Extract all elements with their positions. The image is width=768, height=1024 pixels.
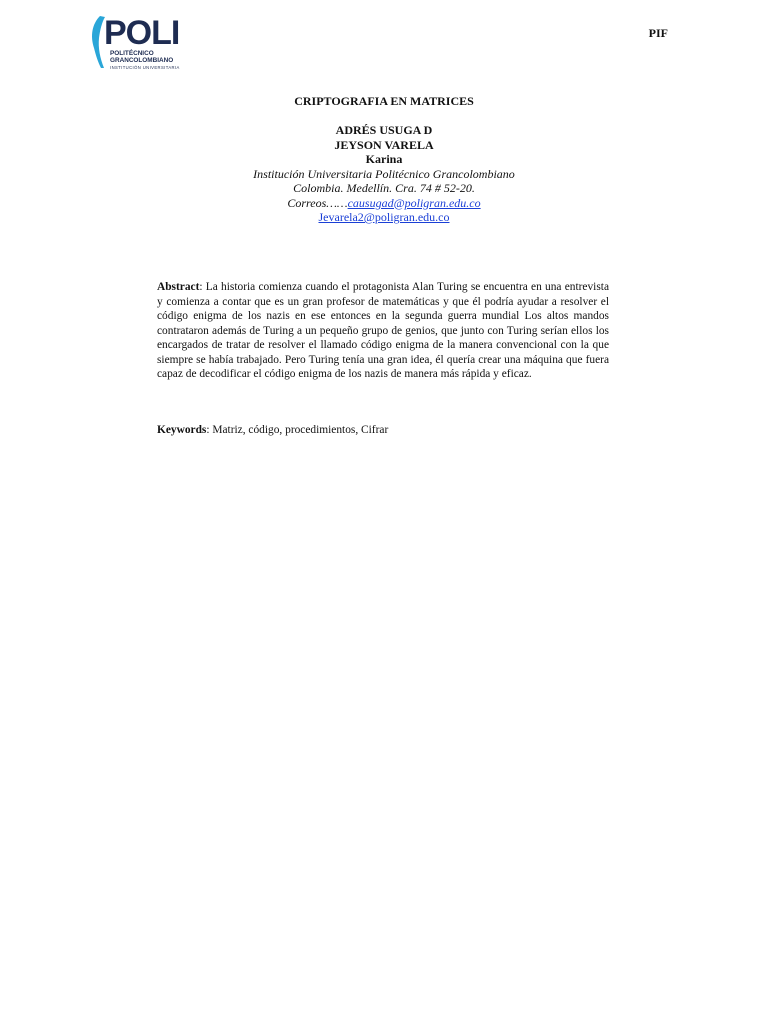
emails-label: Correos…… [287,195,348,210]
address: Colombia. Medellín. Cra. 74 # 52-20. [293,181,475,195]
abstract-label: Abstract [157,281,200,293]
keywords-label: Keywords [157,424,207,436]
keywords-line [157,423,388,438]
logo-wordmark: POLI [104,14,180,52]
author-block [0,123,768,225]
author-3: Karina [365,152,403,166]
logo-line-3: INSTITUCIÓN UNIVERSITARIA [110,65,180,70]
email-link-2[interactable]: Jevarela2@poligran.edu.co [318,210,450,224]
abstract-paragraph [157,280,609,382]
email-link-1[interactable]: causugad@poligran.edu.co [347,195,481,210]
paper-title: CRIPTOGRAFIA EN MATRICES [294,94,474,108]
logo-line-2: GRANCOLOMBIANO [110,57,174,64]
abstract-text: : La historia comienza cuando el protagonista Alan Turing se encuentra en una entrevista y comienza a contar que es un gran profesor de matemáticas y que él podría ayudar a resolver el código enigma de los nazis en ese entonces en la segunda guerra mundial Los altos mandos contrataron además de Turing a un pequeño grupo de genios, que junto con Turing serían ellos los encargados de tratar de resolver el llamado código enigma de la manera convencional con la que siempre se había trabajado. Pero Turing tenía una gran idea, él quería crear una máquina que fuera capaz de decodificar el código enigma de los nazis de manera más rápida y eficaz. [157,281,609,380]
institution: Institución Universitaria Politécnico Grancolombiano [253,166,515,181]
emails-line [0,196,768,211]
header-code: PIF [648,26,668,40]
logo-line-1: POLITÉCNICO [110,50,154,57]
author-2: JEYSON VARELA [334,137,434,152]
author-1: ADRÉS USUGA D [335,123,433,137]
keywords-text: : Matriz, código, procedimientos, Cifrar [206,424,389,436]
poli-logo [88,14,184,72]
